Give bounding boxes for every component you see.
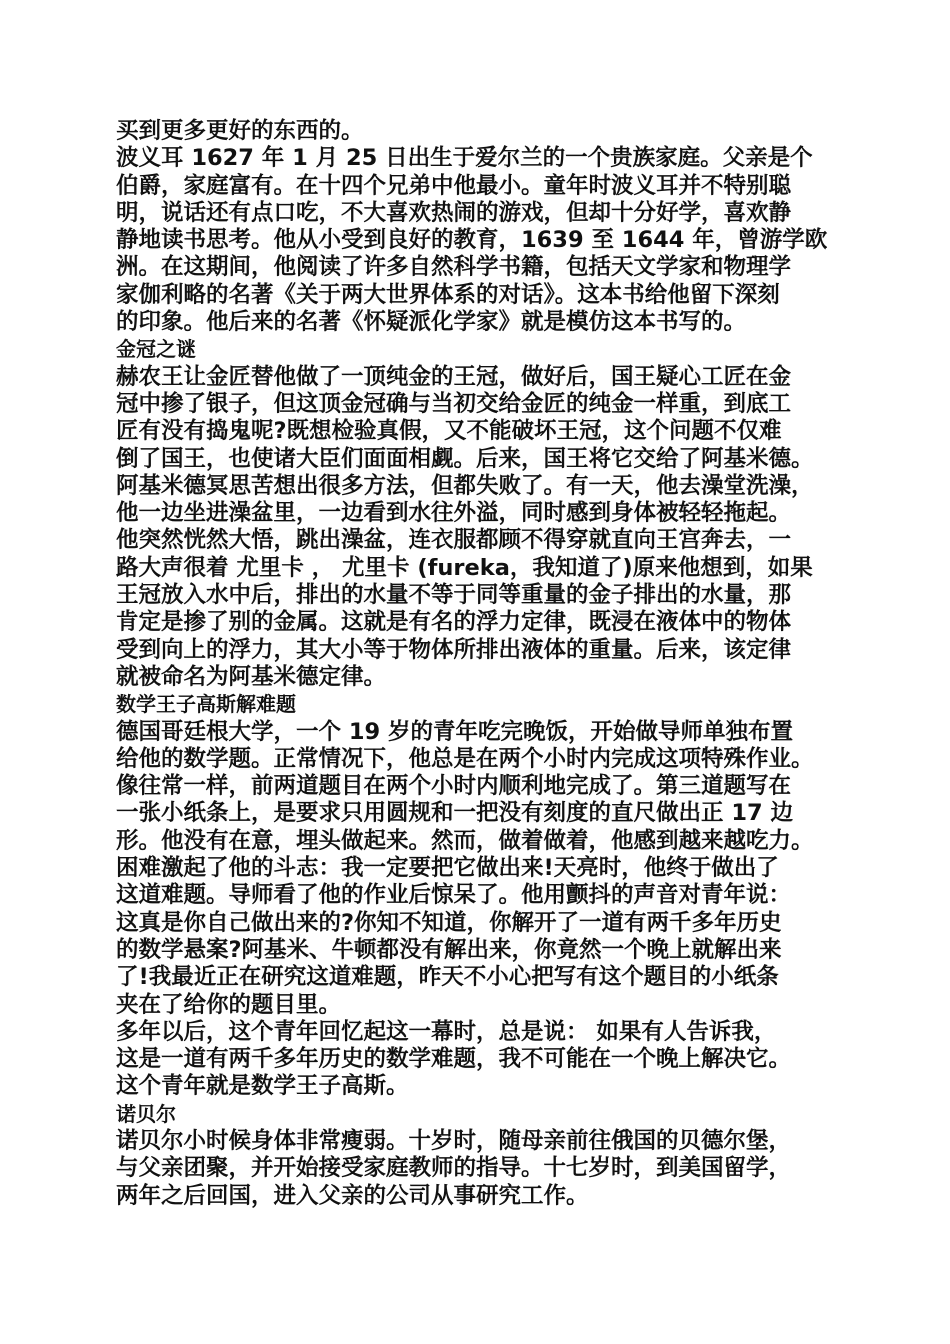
text-line: 一张小纸条上，是要求只用圆规和一把没有刻度的直尺做出正 17 边 bbox=[116, 800, 793, 827]
text-line: 夹在了给你的题目里。 bbox=[116, 991, 342, 1018]
paragraph-gauss bbox=[116, 719, 846, 1019]
text-line: 静地读书思考。他从小受到良好的教育，1639 至 1644 年，曾游学欧 bbox=[116, 227, 828, 254]
text-line: 像往常一样，前两道题目在两个小时内顺利地完成了。第三道题写在 bbox=[116, 773, 792, 800]
text-line: 多年以后，这个青年回忆起这一幕时，总是说： 如果有人告诉我， bbox=[116, 1018, 777, 1045]
text-line: 家伽利略的名著《关于两大世界体系的对话》。这本书给他留下深刻 bbox=[116, 281, 780, 308]
text-line: 与父亲团聚，并开始接受家庭教师的指导。十七岁时，到美国留学， bbox=[116, 1155, 792, 1182]
paragraph-intro-fragment bbox=[116, 118, 846, 145]
text-line: 形。他没有在意，埋头做起来。然而，做着做着，他感到越来越吃力。 bbox=[116, 827, 814, 854]
text-line: 他一边坐进澡盆里，一边看到水往外溢，同时感到身体被轻轻拖起。 bbox=[116, 500, 792, 527]
text-line: 这个青年就是数学王子高斯。 bbox=[116, 1073, 409, 1100]
paragraph-archimedes bbox=[116, 364, 846, 692]
text-line: 波义耳 1627 年 1 月 25 日出生于爱尔兰的一个贵族家庭。父亲是个 bbox=[116, 145, 813, 172]
text-line: 就被命名为阿基米德定律。 bbox=[116, 663, 387, 690]
section-heading-golden-crown: 金冠之谜 bbox=[116, 337, 196, 362]
text-line: 洲。在这期间，他阅读了许多自然科学书籍，包括天文学家和物理学 bbox=[116, 254, 792, 281]
text-line: 倒了国王，也使诸大臣们面面相觑。后来，国王将它交给了阿基米德。 bbox=[116, 445, 814, 472]
text-line: 的印象。他后来的名著《怀疑派化学家》就是模仿这本书写的。 bbox=[116, 309, 747, 336]
text-line: 买到更多更好的东西的。 bbox=[116, 118, 364, 144]
text-line: 两年之后回国，进入父亲的公司从事研究工作。 bbox=[116, 1182, 589, 1209]
paragraph-nobel bbox=[116, 1128, 846, 1210]
text-line: 阿基米德冥思苦想出很多方法，但都失败了。有一天，他去澡堂洗澡， bbox=[116, 472, 814, 499]
text-line: 肯定是掺了别的金属。这就是有名的浮力定律，既浸在液体中的物体 bbox=[116, 609, 792, 636]
document-page bbox=[116, 118, 846, 1210]
text-line: 王冠放入水中后，排出的水量不等于同等重量的金子排出的水量，那 bbox=[116, 582, 792, 609]
paragraph-boyle bbox=[116, 145, 846, 336]
text-line: 路大声很着 尤里卡 ， 尤里卡 (fureka，我知道了)原来他想到，如果 bbox=[116, 554, 813, 581]
text-line: 受到向上的浮力，其大小等于物体所排出液体的重量。后来，该定律 bbox=[116, 636, 792, 663]
text-line: 困难激起了他的斗志：我一定要把它做出来!天亮时，他终于做出了 bbox=[116, 855, 779, 882]
text-line: 伯爵，家庭富有。在十四个兄弟中他最小。童年时波义耳并不特别聪 bbox=[116, 172, 792, 199]
text-line: 匠有没有捣鬼呢?既想检验真假，又不能破坏王冠，这个问题不仅难 bbox=[116, 418, 782, 445]
section-heading-gauss: 数学王子高斯解难题 bbox=[116, 692, 296, 717]
text-line: 赫农王让金匠替他做了一顶纯金的王冠，做好后，国王疑心工匠在金 bbox=[116, 363, 792, 390]
text-line: 这是一道有两千多年历史的数学难题，我不可能在一个晚上解决它。 bbox=[116, 1046, 792, 1073]
paragraph-gauss-recollection bbox=[116, 1019, 846, 1101]
section-heading-nobel: 诺贝尔 bbox=[116, 1101, 176, 1126]
text-line: 给他的数学题。正常情况下，他总是在两个小时内完成这项特殊作业。 bbox=[116, 745, 814, 772]
text-line: 他突然恍然大悟，跳出澡盆，连衣服都顾不得穿就直向王宫奔去，一 bbox=[116, 527, 792, 554]
text-line: 这真是你自己做出来的?你知不知道，你解开了一道有两千多年历史 bbox=[116, 909, 782, 936]
text-line: 诺贝尔小时候身体非常瘦弱。十岁时，随母亲前往俄国的贝德尔堡， bbox=[116, 1127, 792, 1154]
text-line: 了!我最近正在研究这道难题，昨天不小心把写有这个题目的小纸条 bbox=[116, 964, 779, 991]
text-line: 这道难题。导师看了他的作业后惊呆了。他用颤抖的声音对青年说： bbox=[116, 882, 792, 909]
text-line: 冠中掺了银子，但这顶金冠确与当初交给金匠的纯金一样重，到底工 bbox=[116, 390, 792, 417]
text-line: 德国哥廷根大学，一个 19 岁的青年吃完晚饭，开始做导师单独布置 bbox=[116, 718, 793, 745]
text-line: 明，说话还有点口吃，不大喜欢热闹的游戏，但却十分好学，喜欢静 bbox=[116, 199, 792, 226]
text-line: 的数学悬案?阿基米、牛顿都没有解出来，你竟然一个晚上就解出来 bbox=[116, 936, 782, 963]
